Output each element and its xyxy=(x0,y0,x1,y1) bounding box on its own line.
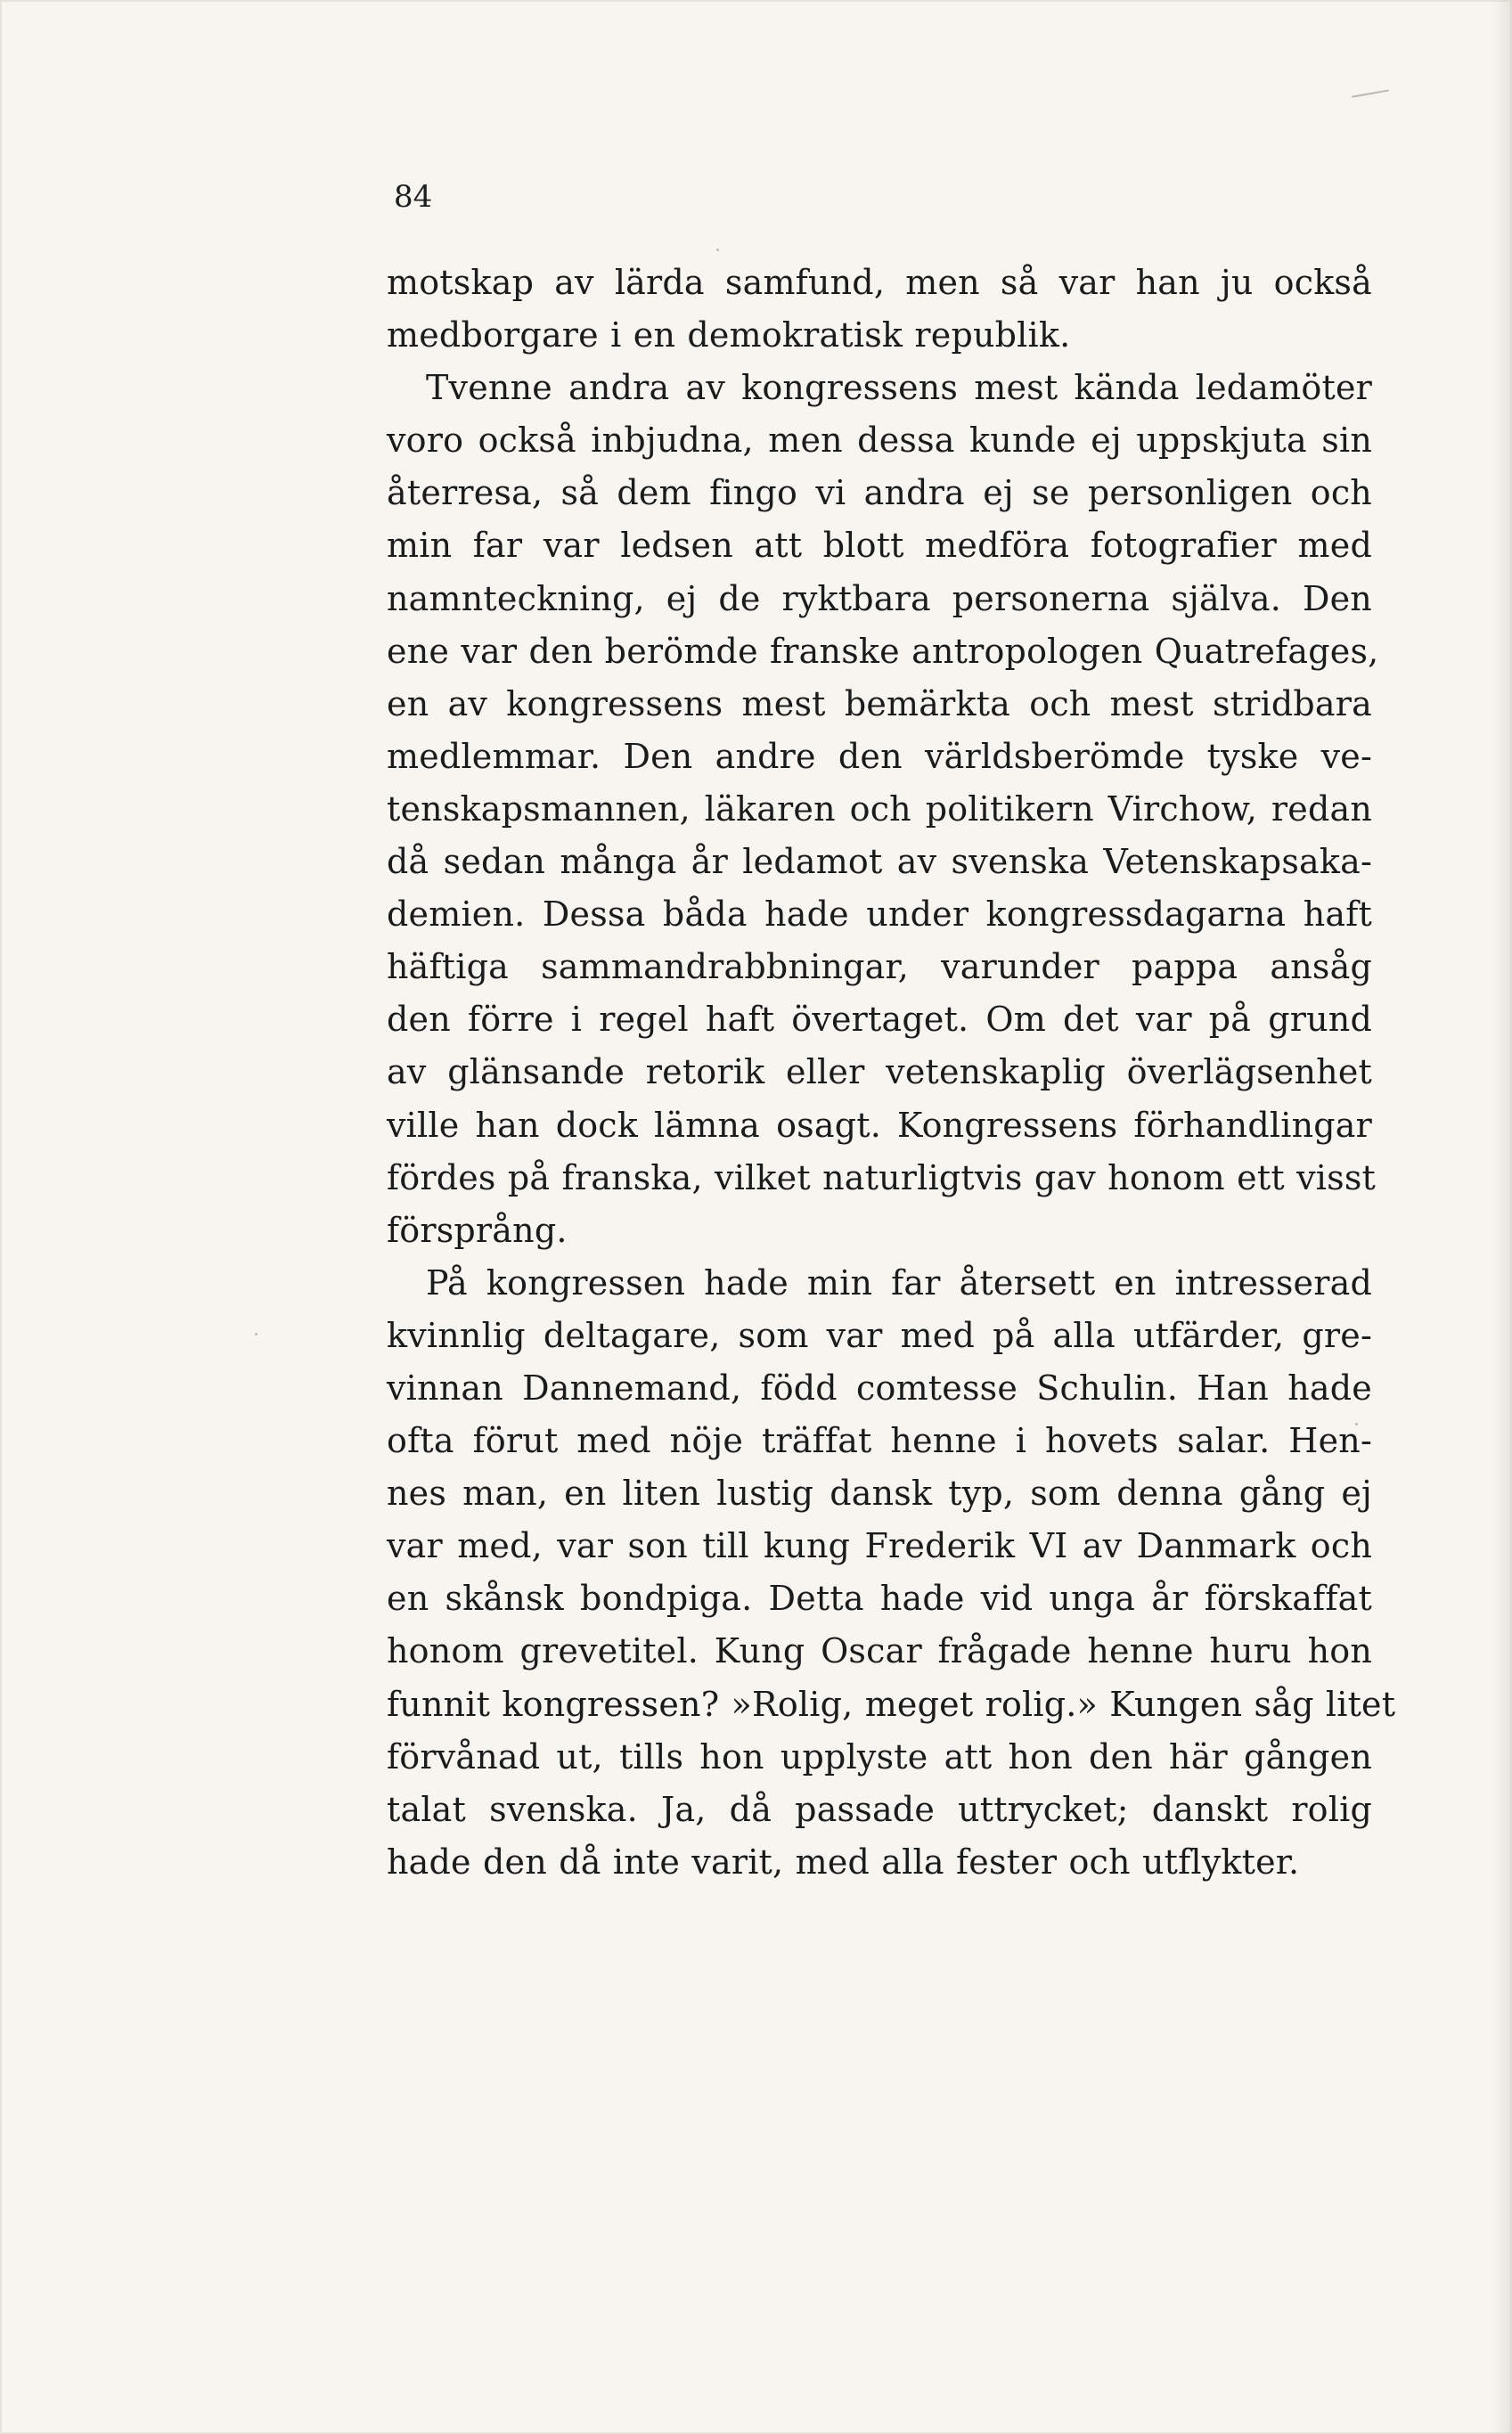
text-line-17: ville han dock lämna osagt. Kongressens förhandlingar xyxy=(387,1105,1372,1145)
text-line-22: vinnan Dannemand, född comtesse Schulin. Han hade xyxy=(387,1368,1372,1408)
text-line-30: talat svenska. Ja, då passade uttrycket; danskt rolig xyxy=(387,1789,1372,1829)
text-line-24: nes man, en liten lustig dansk typ, som denna gång ej xyxy=(387,1474,1372,1514)
text-line-11: tenskapsmannen, läkaren och politikern Virchow, redan xyxy=(387,788,1372,829)
text-line-14: häftiga sammandrabbningar, varunder pappa ansåg xyxy=(387,947,1372,987)
text-line-2: medborgare i en demokratisk republik. xyxy=(387,315,1071,355)
text-line-4: voro också inbjudna, men dessa kunde ej uppskjuta sin xyxy=(387,421,1372,461)
text-line-20: På kongressen hade min far återsett en intresserad xyxy=(426,1262,1372,1303)
text-line-21: kvinnlig deltagare, som var med på alla utfärder, gre- xyxy=(387,1315,1372,1355)
text-line-31: hade den då inte varit, med alla fester och utflykter. xyxy=(387,1842,1300,1882)
text-line-29: förvånad ut, tills hon upplyste att hon den här gången xyxy=(387,1736,1372,1776)
text-line-16: av glänsande retorik eller vetenskaplig överlägsenhet xyxy=(387,1052,1372,1092)
text-line-3: Tvenne andra av kongressens mest kända ledamöter xyxy=(426,368,1372,408)
page-text xyxy=(387,257,1396,1889)
text-line-9: en av kongressens mest bemärkta och mest stridbara xyxy=(387,683,1372,723)
text-line-6: min far var ledsen att blott medföra fotografier med xyxy=(387,526,1372,566)
paper-speck xyxy=(716,249,719,251)
text-line-25: var med, var son till kung Frederik VI av Danmark och xyxy=(387,1526,1372,1566)
text-line-1: motskap av lärda samfund, men så var han ju också xyxy=(387,263,1372,302)
text-line-23: ofta förut med nöje träffat henne i hovets salar. Hen- xyxy=(387,1421,1372,1461)
text-line-12: då sedan många år ledamot av svenska Vetenskapsaka- xyxy=(387,842,1372,882)
text-line-27: honom grevetitel. Kung Oscar frågade henne huru hon xyxy=(387,1631,1372,1671)
corner-pencil-mark xyxy=(1352,89,1391,108)
text-line-18: fördes på franska, vilket naturligtvis gav honom ett visst xyxy=(387,1157,1376,1197)
text-line-19: försprång. xyxy=(387,1210,568,1250)
text-line-8: ene var den berömde franske antropologen Quatrefages, xyxy=(387,631,1379,671)
text-line-5: återresa, så dem fingo vi andra ej se personligen och xyxy=(387,473,1372,513)
text-line-28: funnit kongressen? »Rolig, meget rolig.» Kungen såg litet xyxy=(387,1684,1396,1724)
text-line-10: medlemmar. Den andre den världsberömde tyske ve- xyxy=(387,736,1372,776)
page-number: 84 xyxy=(394,179,433,215)
text-line-13: demien. Dessa båda hade under kongressdagarna haft xyxy=(387,894,1372,935)
page-edge-shadow xyxy=(1492,0,1512,2434)
text-line-15: den förre i regel haft övertaget. Om det var på grund xyxy=(387,1000,1372,1040)
paper-speck xyxy=(255,1333,257,1335)
text-line-26: en skånsk bondpiga. Detta hade vid unga år förskaffat xyxy=(387,1579,1372,1619)
text-line-7: namnteckning, ej de ryktbara personerna själva. Den xyxy=(387,578,1372,618)
